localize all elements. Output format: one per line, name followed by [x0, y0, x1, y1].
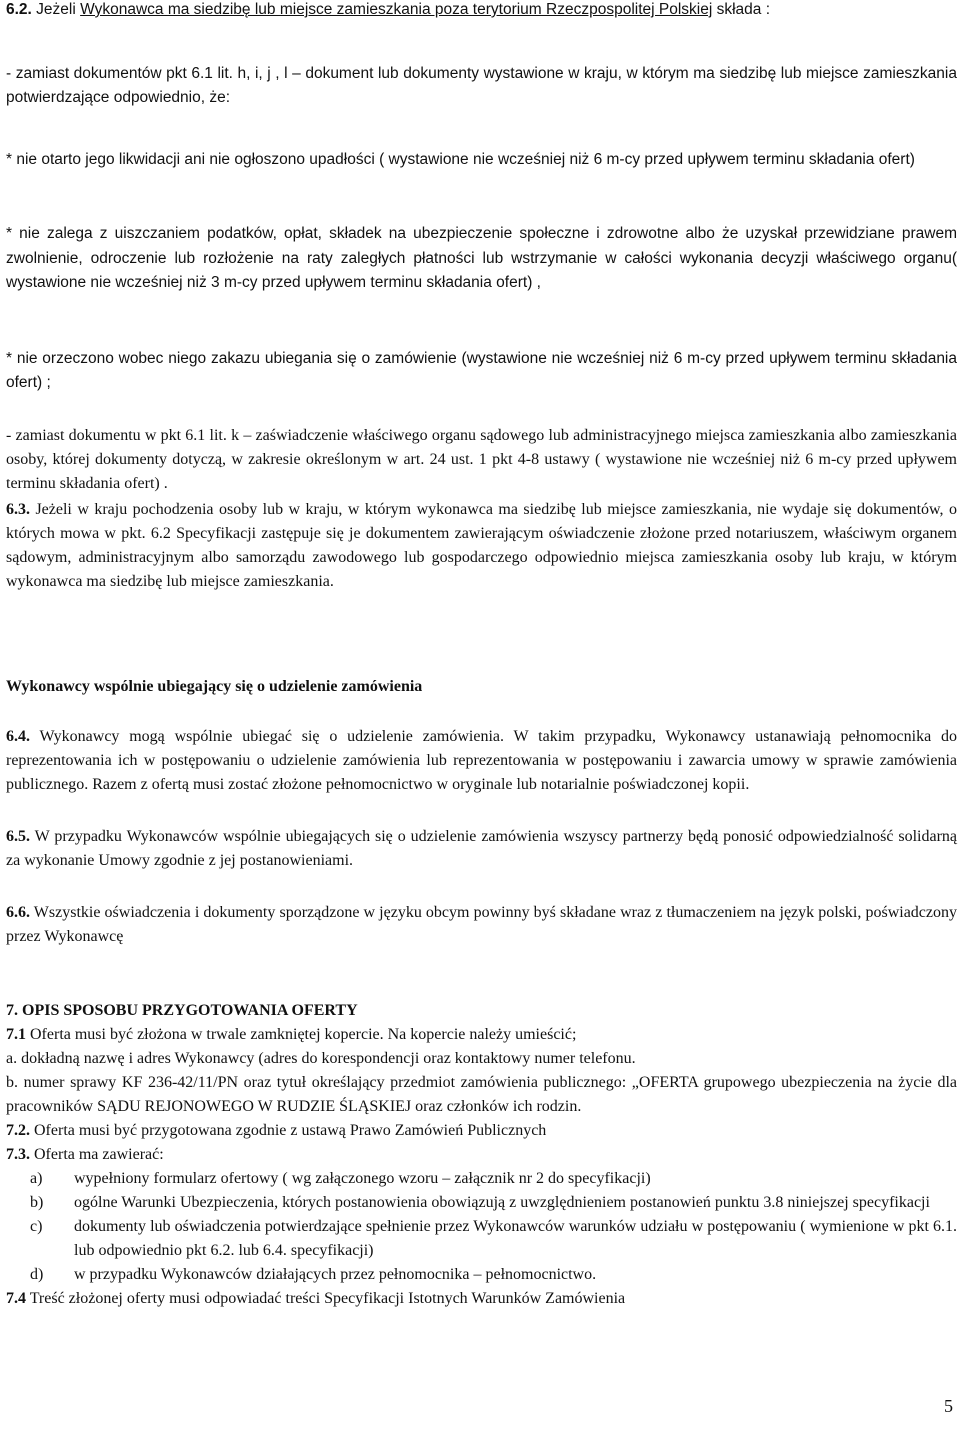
section-7	[6, 999, 957, 1311]
section-6-4-number: 6.4.	[6, 728, 30, 745]
section-7-2-number: 7.2.	[6, 1122, 30, 1139]
list-label: d)	[30, 1266, 44, 1283]
list-text: w przypadku Wykonawców działających przez pełnomocnika – pełnomocnictwo.	[74, 1266, 597, 1283]
section-7-2-paragraph: 7.2. Oferta musi być przygotowana zgodnie z ustawą Prawo Zamówień Publicznych	[6, 1122, 547, 1139]
section-6-5-number: 6.5.	[6, 828, 30, 845]
offer-contents-item-b	[6, 1191, 957, 1215]
no-ban-item: * nie orzeczono wobec niego zakazu ubiegania się o zamówienie (wystawione nie wcześniej niż 6 m-cy przed upływem terminu składania ofert) ;	[6, 350, 957, 391]
list-label: a)	[30, 1170, 43, 1187]
court-certificate-item: - zamiast dokumentu w pkt 6.1 lit. k – zaświadczenie właściwego organu sądowego lub administracyjnego miejsca zamieszkania albo zamieszkania osoby, której dokumenty dotyczą, w zakresie określonym w art. 24 ust. 1 pkt 4-8 ustawy ( wystawione nie wcześniej niż 6 m-cy przed upływem terminu składania ofert) .	[6, 427, 957, 492]
list-text: wypełniony formularz ofertowy ( wg załączonego wzoru – załącznik nr 2 do specyfikacji)	[74, 1170, 651, 1187]
section-6-6-number: 6.6.	[6, 904, 30, 921]
foreign-documents-intro: - zamiast dokumentów pkt 6.1 lit. h, i, j , l – dokument lub dokumenty wystawione w kraju, w którym ma siedzibę lub miejsce zamieszkania potwierdzające odpowiednio, że:	[6, 65, 957, 106]
section-7-1-paragraph: 7.1 Oferta musi być złożona w trwale zamkniętej kopercie. Na kopercie należy umieścić;	[6, 1026, 577, 1043]
section-7-3-paragraph: 7.3. Oferta ma zawierać:	[6, 1146, 164, 1163]
offer-contents-item-a	[6, 1167, 957, 1191]
section-7-4-number: 7.4	[6, 1290, 26, 1307]
section-7-1-b: b. numer sprawy KF 236-42/11/PN oraz tytuł określający przedmiot zamówienia publicznego: „OFERTA grupowego ubezpieczenia na życie dla pracowników SĄDU REJONOWEGO W RUDZIE ŚLĄSKIEJ oraz członków ich rodzin.	[6, 1074, 957, 1115]
offer-contents-item-c	[6, 1215, 957, 1263]
list-label: c)	[30, 1218, 43, 1235]
section-6-3-paragraph: 6.3. Jeżeli w kraju pochodzenia osoby lub w kraju, w którym wykonawca ma siedzibę lub miejsce zamieszkania, nie wydaje się dokumentów, o których mowa w pkt. 6.2 Specyfikacji zastępuje się je dokumentem zawierającym oświadczenie złożone przed notariuszem, właściwym organem sądowym, administracyjnym albo samorządu zawodowego lub gospodarczego odpowiednio miejsca zamieszkania osoby lub kraju, w którym wykonawca ma siedzibę lub miejsce zamieszkania.	[6, 501, 957, 590]
section-7-heading: 7. OPIS SPOSOBU PRZYGOTOWANIA OFERTY	[6, 1002, 358, 1019]
page-number: 5	[944, 1396, 953, 1416]
section-6-3-number: 6.3.	[6, 501, 30, 518]
offer-contents-item-d	[6, 1263, 957, 1287]
section-6-6-paragraph: 6.6. Wszystkie oświadczenia i dokumenty sporządzone w języku obcym powinny byś składane wraz z tłumaczeniem na język polski, poświadczony przez Wykonawcę	[6, 904, 957, 945]
joint-applicants-heading: Wykonawcy wspólnie ubiegający się o udzielenie zamówienia	[6, 678, 423, 695]
section-7-3-number: 7.3.	[6, 1146, 30, 1163]
section-6-2-heading: 6.2. Jeżeli Wykonawca ma siedzibę lub miejsce zamieszkania poza terytorium Rzeczpospolitej Polskiej składa :	[6, 1, 771, 18]
section-7-1-number: 7.1	[6, 1026, 26, 1043]
list-text: ogólne Warunki Ubezpieczenia, których postanowienia obowiązują z uwzględnieniem postanowień punktu 3.8 niniejszej specyfikacji	[74, 1194, 930, 1211]
no-tax-arrears-item: * nie zalega z uiszczaniem podatków, opłat, składek na ubezpieczenie społeczne i zdrowotne albo że uzyskał przewidziane prawem zwolnienie, odroczenie lub rozłożenie na raty zaległych płatności lub wstrzymanie w całości wykonania decyzji właściwego organu( wystawione nie wcześniej niż 3 m-cy przed upływem terminu składania ofert) ,	[6, 225, 957, 292]
section-7-1-a: a. dokładną nazwę i adres Wykonawcy (adres do korespondencji oraz kontaktowy numer telefonu.	[6, 1050, 636, 1067]
section-6-4-paragraph: 6.4. Wykonawcy mogą wspólnie ubiegać się o udzielenie zamówienia. W takim przypadku, Wykonawcy ustanawiają pełnomocnika do reprezentowania ich w postępowaniu o udzielenie zamówienia lub reprezentowania w postępowaniu i zawarcia umowy w sprawie zamówienia publicznego. Razem z ofertą musi zostać złożone pełnomocnictwo w oryginale lub notarialnie poświadczonej kopii.	[6, 728, 957, 793]
section-6-5-paragraph: 6.5. W przypadku Wykonawców wspólnie ubiegających się o udzielenie zamówienia wszyscy partnerzy będą ponosić odpowiedzialność solidarną za wykonanie Umowy zgodnie z jej postanowieniami.	[6, 828, 957, 869]
section-7-4-paragraph: 7.4 Treść złożonej oferty musi odpowiadać treści Specyfikacji Istotnych Warunków Zamówienia	[6, 1290, 626, 1307]
list-text: dokumenty lub oświadczenia potwierdzające spełnienie przez Wykonawców warunków udziału w postępowaniu ( wymienione w pkt 6.1. lub odpowiednio pkt 6.2. lub 6.4. specyfikacji)	[74, 1218, 957, 1259]
section-6-2-title: Wykonawca ma siedzibę lub miejsce zamieszkania poza terytorium Rzeczpospolitej Polskiej	[80, 1, 713, 18]
section-6-2-number: 6.2.	[6, 1, 32, 18]
no-liquidation-item: * nie otarto jego likwidacji ani nie ogłoszono upadłości ( wystawione nie wcześniej niż 6 m-cy przed upływem terminu składania ofert)	[6, 151, 915, 168]
list-label: b)	[30, 1194, 44, 1211]
